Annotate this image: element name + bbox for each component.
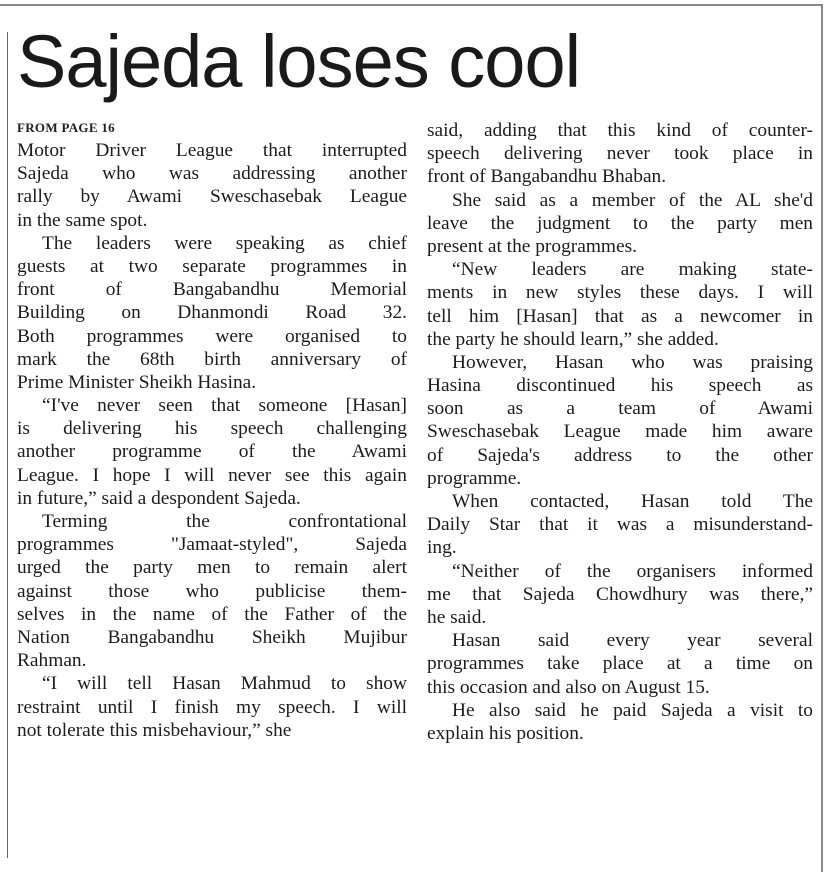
article-paragraph	[17, 394, 407, 510]
article-column-right	[427, 119, 813, 745]
right-border-rule	[821, 4, 823, 872]
text-line: guests at two separate programmes in	[17, 255, 407, 277]
text-line: the party he should learn,” she added.	[427, 328, 719, 350]
text-line: However, Hasan who was praising	[452, 351, 813, 373]
text-line: not tolerate this misbehaviour,” she	[17, 719, 292, 741]
text-line: Nation Bangabandhu Sheikh Mujibur	[17, 626, 407, 648]
text-line: ments in new styles these days. I will	[427, 282, 813, 304]
text-line: When contacted, Hasan told The	[452, 491, 813, 512]
text-line: another programme of the Awami	[17, 441, 407, 463]
text-line: this occasion and also on August 15.	[427, 676, 710, 698]
text-line: against those who publicise them-	[17, 580, 407, 602]
text-line: leave the judgment to the party men	[427, 212, 813, 234]
left-border-rule	[7, 32, 8, 858]
text-line: Both programmes were organised to	[17, 325, 407, 347]
article-paragraph	[427, 258, 813, 351]
text-line: Sweschasebak League made him aware	[427, 421, 813, 443]
text-line: programmes "Jamaat-styled", Sajeda	[17, 534, 407, 556]
article-column-left	[17, 118, 407, 742]
article-paragraph	[17, 510, 407, 672]
headline: Sajeda loses cool	[17, 20, 581, 103]
text-line: present at the programmes.	[427, 235, 637, 257]
text-line: tell him [Hasan] that as a newcomer in	[427, 305, 813, 327]
text-line: speech delivering never took place in	[427, 143, 813, 165]
text-line: soon as a team of Awami	[427, 398, 813, 420]
article-paragraph	[427, 351, 813, 490]
text-line: He also said he paid Sajeda a visit to	[452, 699, 813, 721]
article-paragraph	[427, 189, 813, 259]
article-paragraph	[427, 119, 813, 189]
text-line: programmes take place at a time on	[427, 653, 813, 675]
text-line: Daily Star that it was a misunderstand-	[427, 514, 813, 536]
text-line: The leaders were speaking as chief	[42, 232, 407, 254]
text-line: of Sajeda's address to the other	[427, 444, 813, 466]
text-line: programme.	[427, 467, 522, 489]
text-line: mark the 68th birth anniversary of	[17, 348, 407, 370]
article-paragraph	[427, 490, 813, 560]
text-line: “I've never seen that someone [Hasan]	[42, 395, 407, 417]
article-paragraph	[17, 232, 407, 394]
article-paragraph	[17, 139, 407, 232]
left-column-body	[17, 139, 407, 742]
text-line: “New leaders are making state-	[452, 259, 813, 281]
text-line: Sajeda who was addressing another	[17, 163, 407, 185]
text-line: Building on Dhanmondi Road 32.	[17, 302, 407, 324]
jump-label: FROM PAGE 16	[17, 120, 115, 135]
text-line: said, adding that this kind of counter-	[427, 120, 813, 141]
article-paragraph	[17, 672, 407, 742]
text-line: front of Bangabandhu Bhaban.	[427, 166, 667, 188]
text-line: “I will tell Hasan Mahmud to show	[42, 673, 407, 695]
text-line: “Neither of the organisers informed	[452, 560, 813, 582]
text-line: League. I hope I will never see this again	[17, 464, 407, 486]
text-line: Terming the confrontational	[42, 511, 407, 532]
text-line: Motor Driver League that interrupted	[17, 140, 407, 161]
text-line: Hasina discontinued his speech as	[427, 375, 813, 397]
text-line: She said as a member of the AL she'd	[452, 189, 813, 211]
text-line: urged the party men to remain alert	[17, 557, 407, 579]
top-border-rule	[0, 4, 822, 6]
article-paragraph	[427, 699, 813, 745]
right-column-body	[427, 119, 813, 745]
text-line: ing.	[427, 537, 457, 559]
text-line: front of Bangabandhu Memorial	[17, 279, 407, 301]
text-line: me that Sajeda Chowdhury was there,”	[427, 583, 813, 605]
text-line: he said.	[427, 606, 487, 628]
text-line: is delivering his speech challenging	[17, 418, 407, 440]
text-line: restraint until I finish my speech. I will	[17, 696, 407, 718]
article-paragraph	[427, 629, 813, 699]
text-line: explain his position.	[427, 722, 584, 744]
text-line: Prime Minister Sheikh Hasina.	[17, 371, 257, 393]
article-paragraph	[427, 560, 813, 630]
text-line: selves in the name of the Father of the	[17, 603, 407, 625]
text-line: Rahman.	[17, 650, 87, 672]
text-line: rally by Awami Sweschasebak League	[17, 186, 407, 208]
text-line: Hasan said every year several	[452, 630, 813, 652]
text-line: in future,” said a despondent Sajeda.	[17, 487, 301, 509]
text-line: in the same spot.	[17, 209, 148, 231]
